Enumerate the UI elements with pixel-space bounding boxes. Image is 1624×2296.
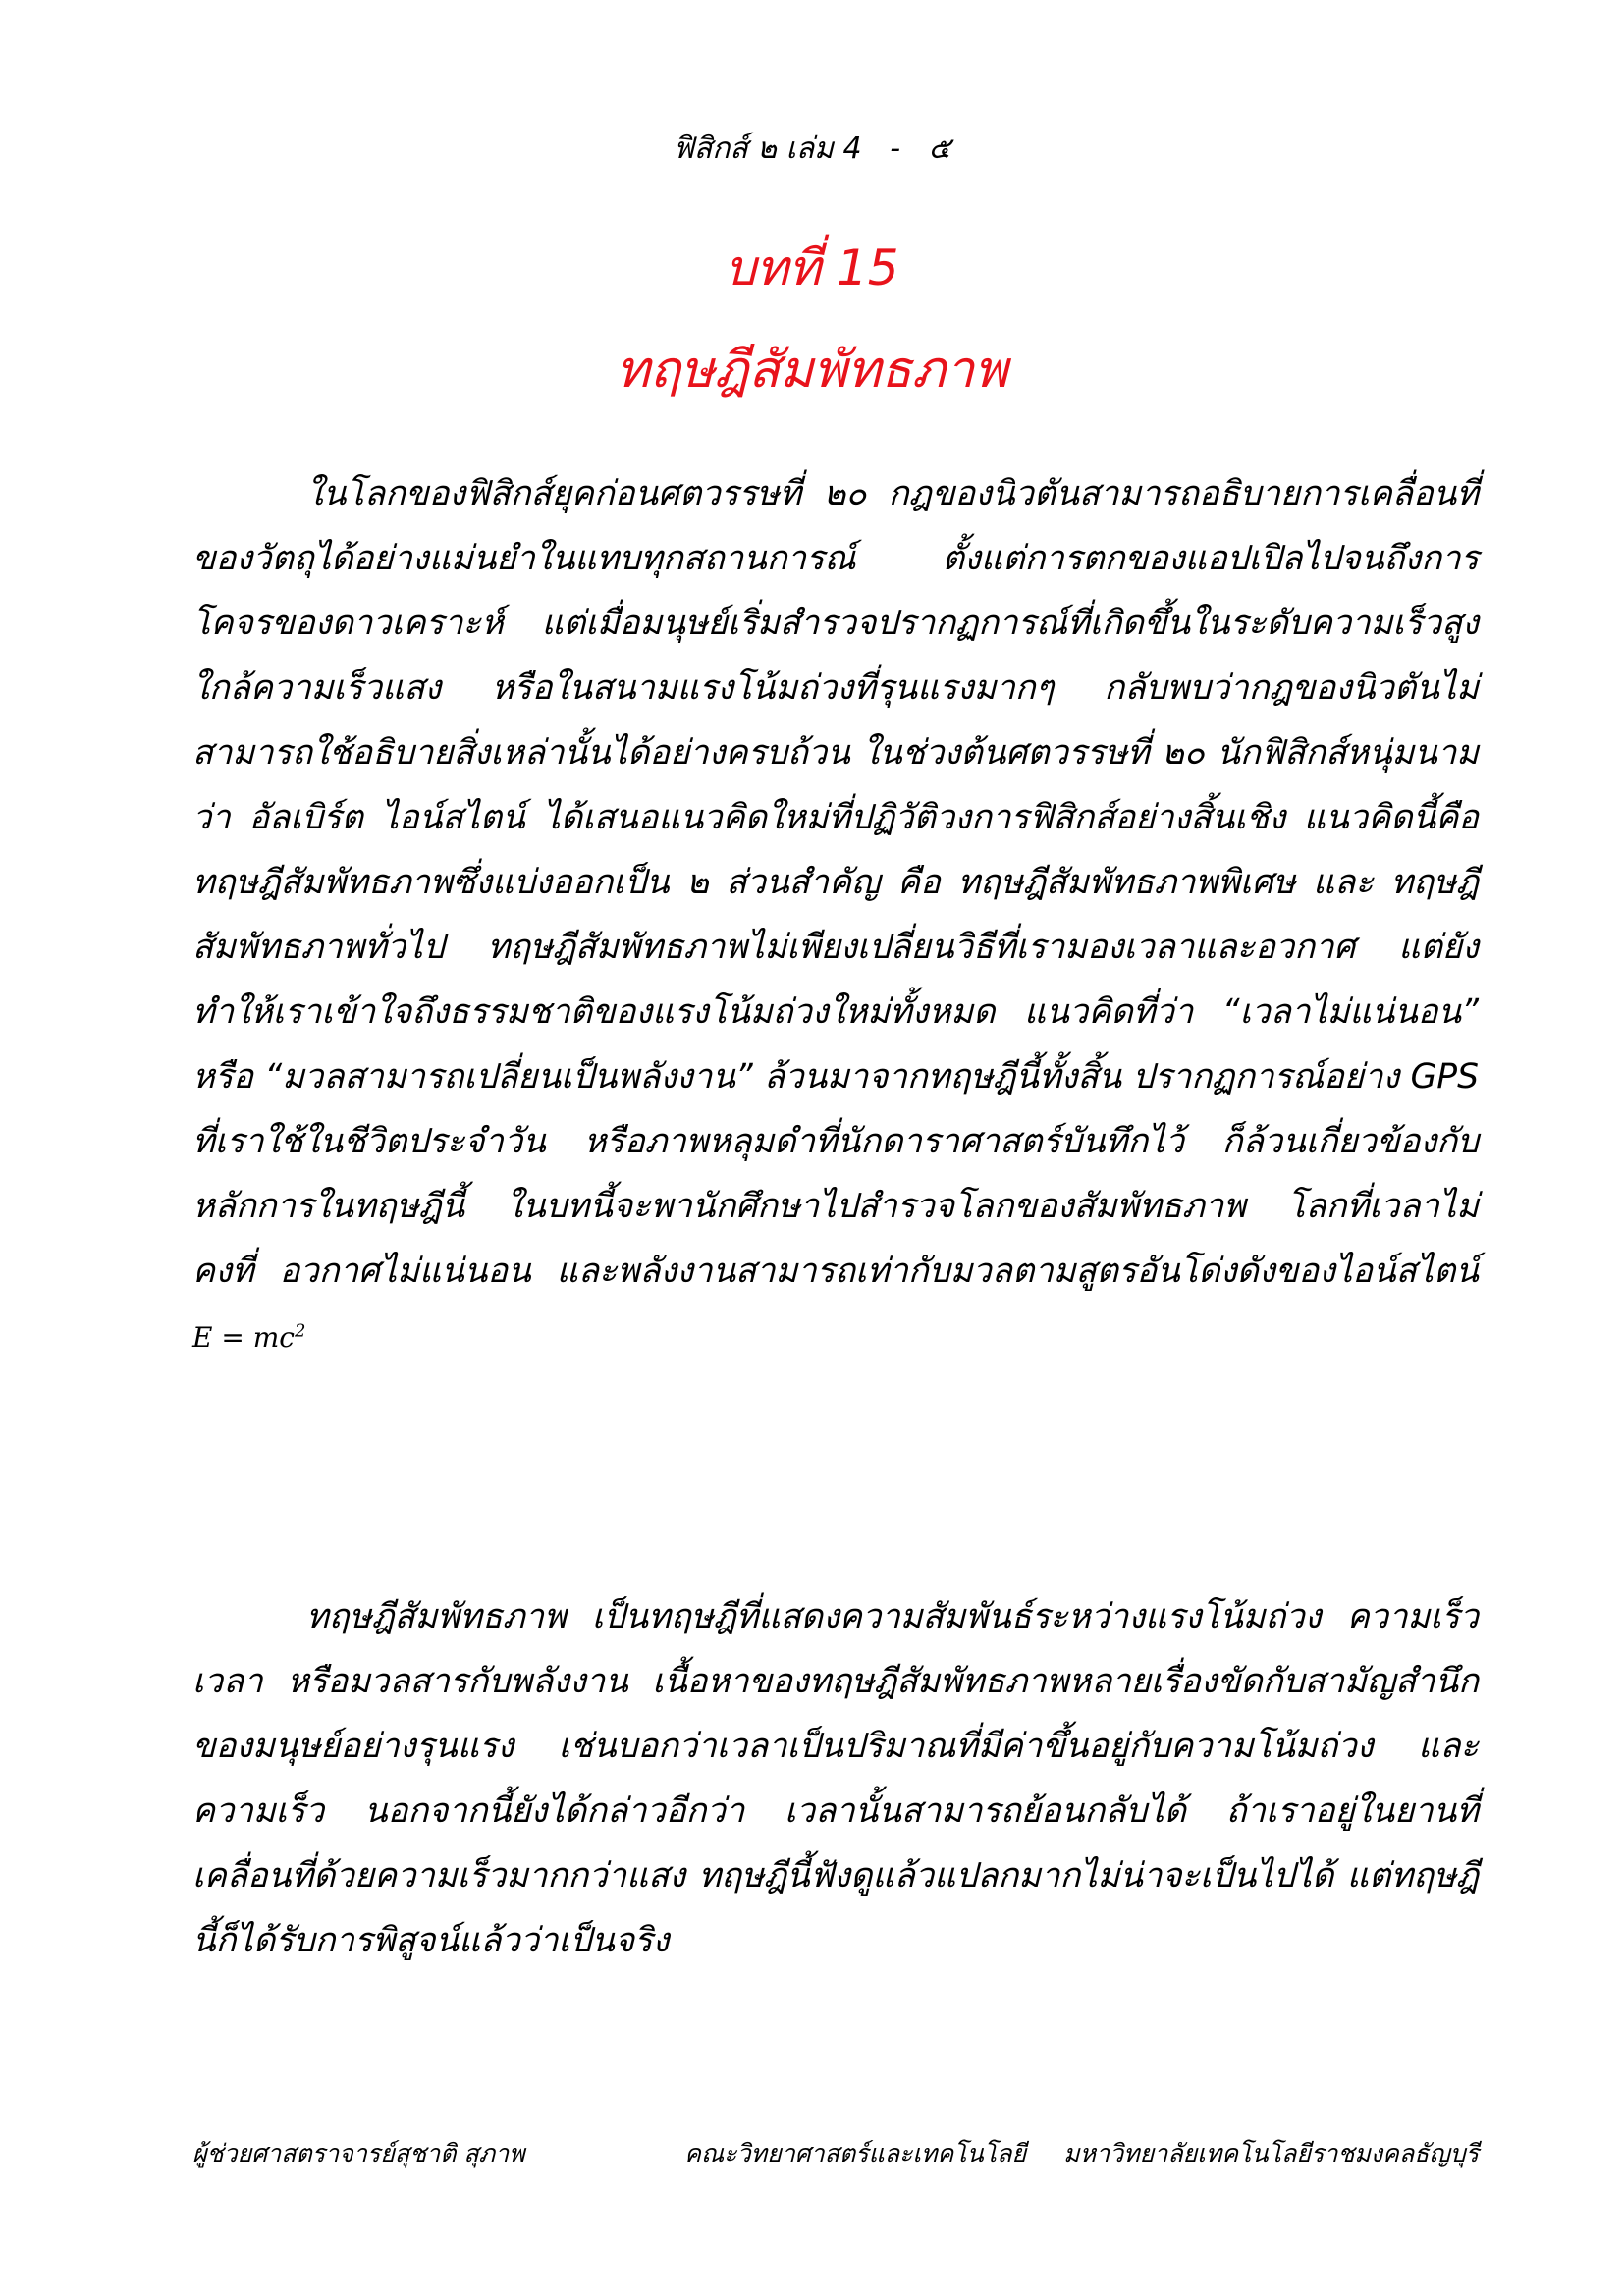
footer-author: ผู้ช่วยศาสตราจารย์สุชาติ สุภาพ xyxy=(192,2139,525,2167)
chapter-number: บทที่ 15 xyxy=(725,240,899,296)
energy-mass-formula xyxy=(192,1321,305,1354)
body-paragraph-1 xyxy=(192,461,1479,1370)
body-paragraph-2: ทฤษฎีสัมพัทธภาพ เป็นทฤษฎีที่แสดงความสัมพันธ์ระหว่างแรงโน้มถ่วง ความเร็ว เวลา หรือมวลสารกับพลังงาน เนื้อหาของทฤษฎีสัมพัทธภาพหลายเรื่องขัดกับสามัญสำนึกของมนุษย์อย่างรุนแรง เช่นบอกว่าเวลาเป็นปริมาณที่มีค่าขึ้นอยู่กับความโน้มถ่วง และความเร็ว นอกจากนี้ยังได้กล่าวอีกว่า เวลานั้นสามารถย้อนกลับได้ ถ้าเราอยู่ในยานที่เคลื่อนที่ด้วยความเร็วมากกว่าแสง ทฤษฎีนี้ฟังดูแล้วแปลกมากไม่น่าจะเป็นไปได้ แต่ทฤษฎีนี้ก็ได้รับการพิสูจน์แล้วว่าเป็นจริง xyxy=(192,1597,1479,1960)
paragraph-1-text: ในโลกของฟิสิกส์ยุคก่อนศตวรรษที่ ๒๐ กฎของนิวตันสามารถอธิบายการเคลื่อนที่ของวัตถุได้อย่างแม่นยำในแทบทุกสถานการณ์ ตั้งแต่การตกของแอปเปิลไปจนถึงการโคจรของดาวเคราะห์ แต่เมื่อมนุษย์เริ่มสำรวจปรากฏการณ์ที่เกิดขึ้นในระดับความเร็วสูงใกล้ความเร็วแสง หรือในสนามแรงโน้มถ่วงที่รุนแรงมากๆ กลับพบว่ากฎของนิวตันไม่สามารถใช้อธิบายสิ่งเหล่านั้นได้อย่างครบถ้วน ในช่วงต้นศตวรรษที่ ๒๐ นักฟิสิกส์หนุ่มนามว่า อัลเบิร์ต ไอน์สไตน์ ได้เสนอแนวคิดใหม่ที่ปฏิวัติวงการฟิสิกส์อย่างสิ้นเชิง แนวคิดนี้คือ ทฤษฎีสัมพัทธภาพซึ่งแบ่งออกเป็น ๒ ส่วนสำคัญ คือ ทฤษฎีสัมพัทธภาพพิเศษ และ ทฤษฎีสัมพัทธภาพทั่วไป ทฤษฎีสัมพัทธภาพไม่เพียงเปลี่ยนวิธีที่เรามองเวลาและอวกาศ แต่ยังทำให้เราเข้าใจถึงธรรมชาติของแรงโน้มถ่วงใหม่ทั้งหมด แนวคิดที่ว่า “เวลาไม่แน่นอน” หรือ “มวลสามารถเปลี่ยนเป็นพลังงาน” ล้วนมาจากทฤษฎีนี้ทั้งสิ้น ปรากฏการณ์อย่าง GPS ที่เราใช้ในชีวิตประจำวัน หรือภาพหลุมดำที่นักดาราศาสตร์บันทึกไว้ ก็ล้วนเกี่ยวข้องกับหลักการในทฤษฎีนี้ ในบทนี้จะพานักศึกษาไปสำรวจโลกของสัมพัทธภาพ โลกที่เวลาไม่คงที่ อวกาศไม่แน่นอน และพลังงานสามารถเท่ากับมวลตามสูตรอันโด่งดังของไอน์สไตน์ xyxy=(192,474,1479,1291)
formula-main: E = mc xyxy=(192,1321,295,1354)
page-footer xyxy=(192,2134,1479,2173)
chapter-title: ทฤษฎีสัมพัทธภาพ xyxy=(616,341,1008,400)
formula-exponent: 2 xyxy=(294,1320,306,1342)
footer-university: มหาวิทยาลัยเทคโนโลยีราชมงคลธัญบุรี xyxy=(1063,2139,1479,2167)
running-header: ฟิสิกส์ ๒ เล่ม 4 - ๕ xyxy=(673,132,951,166)
footer-faculty: คณะวิทยาศาสตร์และเทคโนโลยี xyxy=(684,2139,1027,2167)
footer-affiliation xyxy=(684,2134,1479,2173)
